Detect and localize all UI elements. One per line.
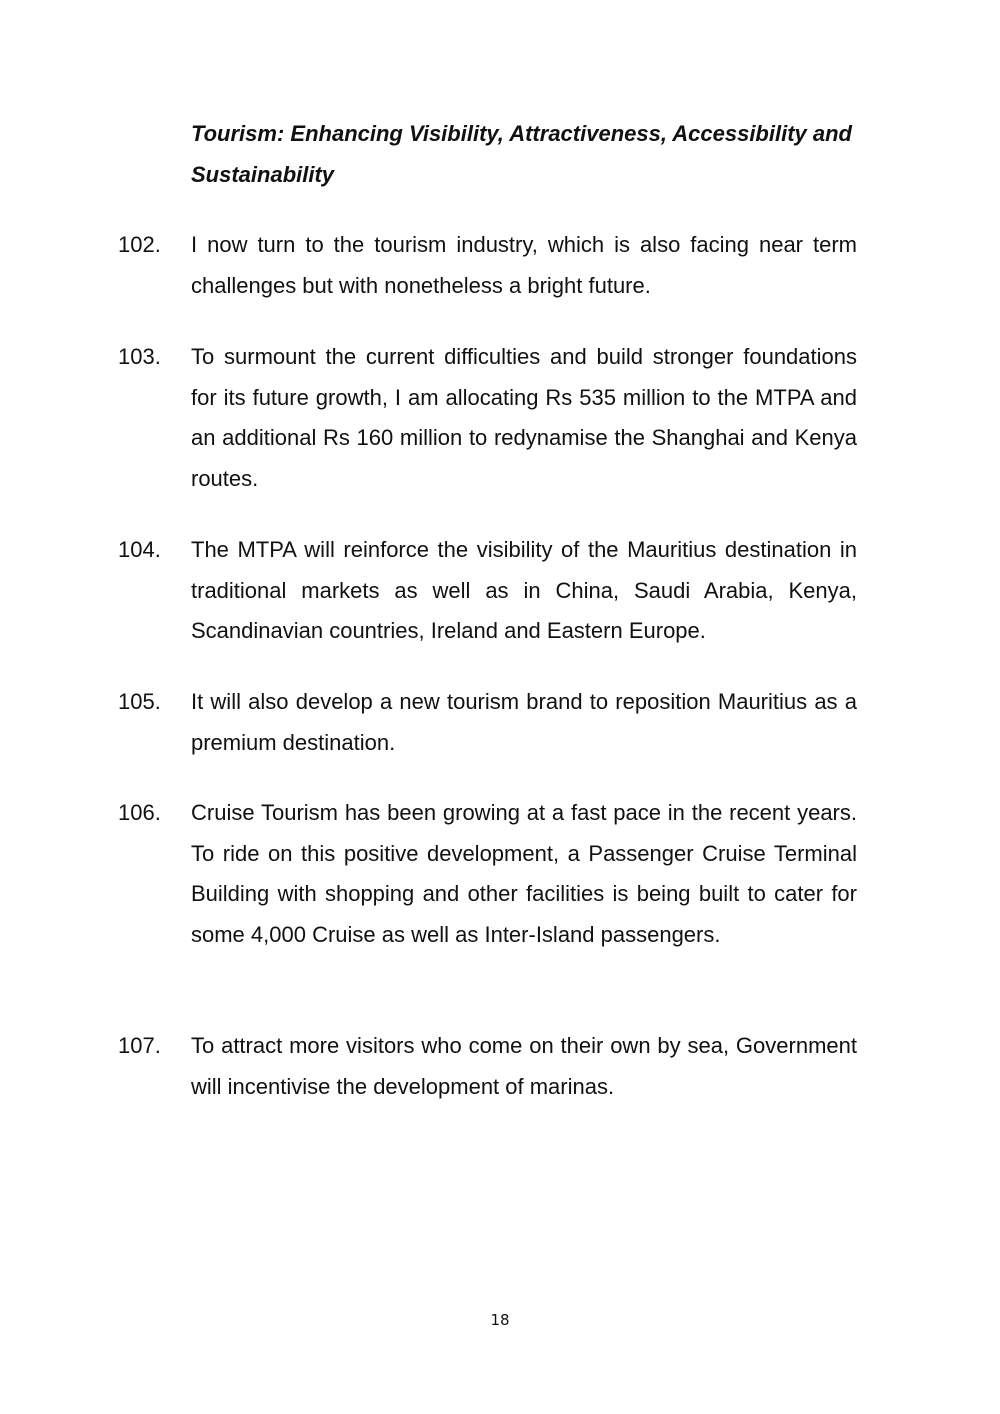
paragraph-text: Cruise Tourism has been growing at a fast pace in the recent years. To ride on this positive development, a Passenger Cruise Terminal Building with shopping and other facilities is being built to cater for some 4,000 Cruise as well as Inter-Island passengers. [191,800,857,947]
paragraph-number: 105. [118,689,161,714]
paragraph-text: To surmount the current difficulties and build stronger foundations for its future growth, I am allocating Rs 535 million to the MTPA and an additional Rs 160 million to redynamise the Shanghai and Kenya routes. [191,344,857,491]
paragraph-number: 107. [118,1033,161,1058]
paragraph-text: It will also develop a new tourism brand to reposition Mauritius as a premium destination. [191,689,857,755]
page-number: 18 [490,1311,510,1329]
section-heading: Tourism: Enhancing Visibility, Attractiveness, Accessibility and Sustainability [191,121,852,187]
paragraph-text: I now turn to the tourism industry, which is also facing near term challenges but with nonetheless a bright future. [191,232,857,298]
paragraph-number: 102. [118,232,161,257]
paragraph-number: 106. [118,800,161,825]
paragraph-text: The MTPA will reinforce the visibility of the Mauritius destination in traditional markets as well as in China, Saudi Arabia, Kenya, Scandinavian countries, Ireland and Eastern Europe. [191,537,857,644]
paragraph-text: To attract more visitors who come on their own by sea, Government will incentivise the development of marinas. [191,1033,857,1099]
paragraph-number: 103. [118,344,161,369]
paragraph-number: 104. [118,537,161,562]
